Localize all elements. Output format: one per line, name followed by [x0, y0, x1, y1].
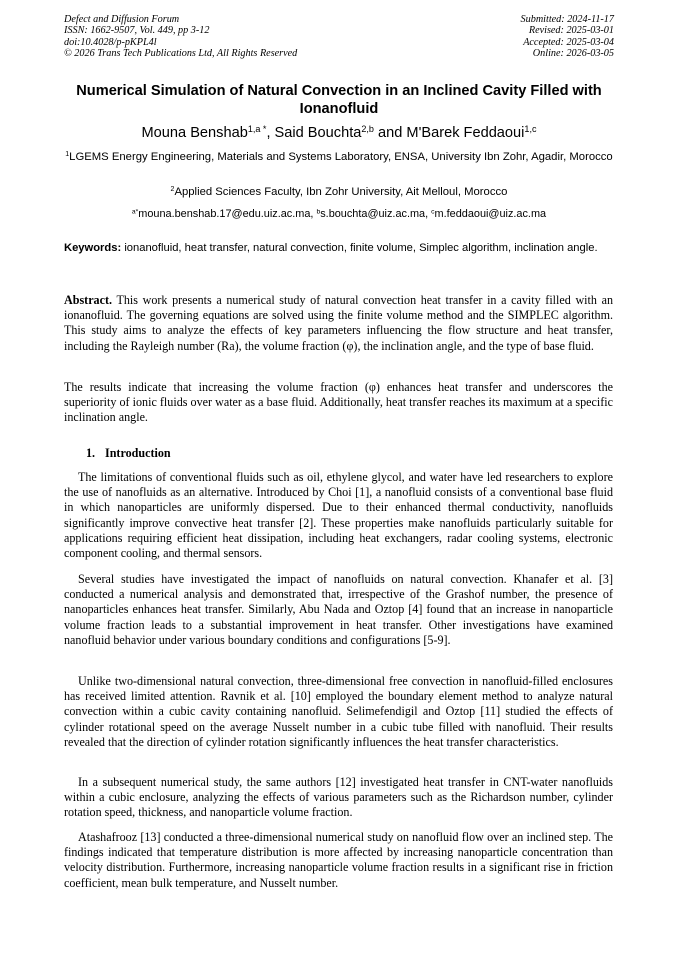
intro-paragraph: The limitations of conventional fluids such as oil, ethylene glycol, and water have led researchers to explore the use of nanofluids as an alternative. Introduced by Choi [1], a nanofluid consists of a conventional base fluid in which nanoparticles are uniformly dispersed. Due to their enhanced thermal conductivity, nanofluids significantly improve convective heat transfer [2]. These properties make nanofluids particularly suitable for applications requiring efficient heat dissipation, including heat exchangers, radar cooling systems, electronic component cooling, and thermal sensors. — [64, 470, 613, 561]
author-superscript: 1,a * — [247, 124, 267, 135]
email-superscript: a* — [131, 208, 139, 216]
keywords — [64, 241, 613, 256]
author-name: M'Barek Feddaoui — [406, 125, 525, 141]
paper-title: Numerical Simulation of Natural Convection in an Inclined Cavity Filled with Ionanofluid — [76, 83, 602, 117]
author-superscript: 1,c — [524, 124, 537, 135]
affiliation-text: Applied Sciences Faculty, Ibn Zohr University, Ait Melloul, Morocco — [174, 186, 508, 198]
affiliation-1 — [64, 149, 614, 166]
email-address: m.feddaoui@uiz.ac.ma — [434, 208, 547, 220]
intro-paragraph: In a subsequent numerical study, the same authors [12] investigated heat transfer in CNT-water nanofluids within a cubic enclosure, analyzing the effects of various parameters such as the Richardson number, cylinder rotation speed, thickness, and nanoparticle volume fraction. — [64, 775, 613, 820]
journal-name: Defect and Diffusion Forum — [64, 14, 180, 25]
date-accepted: Accepted: 2025-03-04 — [523, 36, 614, 48]
section-title: Introduction — [105, 446, 171, 460]
publication-dates — [521, 14, 614, 59]
keywords-label: Keywords: — [64, 242, 122, 254]
abstract-paragraph-1 — [64, 293, 613, 354]
affiliation-superscript: 1 — [65, 151, 70, 159]
date-revised: Revised: 2025-03-01 — [528, 25, 614, 37]
author-list — [64, 124, 614, 142]
abstract-text: This work presents a numerical study of natural convection heat transfer in a cavity filled with an ionanofluid. The governing equations are solved using the finite volume method and the SIMPLEC algorithm. This study aims to analyze the effects of key parameters influencing the flow structure and heat transfer, including the Rayleigh number (Ra), the volume fraction (φ), the inclination angle, and the type of base fluid. — [64, 293, 613, 353]
email-address: mouna.benshab.17@edu.uiz.ac.ma, — [138, 208, 317, 220]
intro-paragraph: Unlike two-dimensional natural convection, three-dimensional free convection in nanofluid-filled enclosures has received limited attention. Ravnik et al. [10] employed the boundary element method to analyze natural convection within a cubic cavity containing nanofluid. Selimefendigil and Oztop [11] studied the effects of cylinder rotational speed on the average Nusselt number in a cubic tube filled with nanofluid. Their results revealed that the direction of cylinder rotation significantly influences the heat transfer characteristics. — [64, 674, 613, 749]
author-superscript: 2,b — [361, 124, 374, 135]
affiliation-2 — [64, 184, 614, 201]
date-online: Online: 2026-03-05 — [532, 47, 614, 59]
journal-doi: doi:10.4028/p-pKPL4l — [64, 36, 157, 48]
email-superscript: c — [431, 208, 435, 216]
journal-copyright: © 2026 Trans Tech Publications Ltd, All Rights Reserved — [64, 47, 298, 59]
section-heading — [86, 446, 171, 461]
affiliation-superscript: 2 — [170, 186, 175, 194]
author-separator: , — [266, 125, 275, 141]
email-superscript: b — [316, 208, 321, 216]
author-emails — [64, 206, 614, 223]
affiliation-text: LGEMS Energy Engineering, Materials and Systems Laboratory, ENSA, University Ibn Zohr, Agadir, Morocco — [69, 151, 613, 163]
abstract-label: Abstract. — [64, 293, 113, 307]
intro-paragraph: Atashafrooz [13] conducted a three-dimensional numerical study on nanofluid flow over an inclined step. The findings indicated that temperature distribution is more affected by increasing nanoparticle concentration than velocity distribution. Furthermore, increasing nanoparticle volume fraction results in a significant rise in friction coefficient, mean bulk temperature, and Nusselt number. — [64, 830, 613, 890]
journal-info — [64, 14, 297, 59]
author-name: Said Bouchta — [274, 125, 362, 141]
journal-issn: ISSN: 1662-9507, Vol. 449, pp 3-12 — [64, 25, 210, 37]
email-address: s.bouchta@uiz.ac.ma, — [320, 208, 432, 220]
intro-paragraph: Several studies have investigated the impact of nanofluids on natural convection. Khanafer et al. [3] conducted a numerical analysis and demonstrated that, irrespective of the Grashof number, the presence of nanoparticles enhances heat transfer. Similarly, Abu Nada and Oztop [4] found that an increase in nanoparticle volume fraction leads to a substantial improvement in heat transfer. Other investigations have examined nanofluid behavior under various boundary conditions and configurations [5-9]. — [64, 572, 613, 647]
abstract-paragraph-2: The results indicate that increasing the volume fraction (φ) enhances heat transfer and underscores the superiority of ionic fluids over water as a base fluid. Additionally, heat transfer reaches its maximum at a specific inclination angle. — [64, 380, 613, 425]
author-separator: and — [373, 125, 407, 141]
section-number: 1. — [86, 446, 96, 460]
author-name: Mouna Benshab — [141, 125, 248, 141]
keywords-text: ionanofluid, heat transfer, natural convection, finite volume, Simplec algorithm, inclination angle. — [124, 242, 598, 254]
date-submitted: Submitted: 2024-11-17 — [520, 14, 614, 25]
